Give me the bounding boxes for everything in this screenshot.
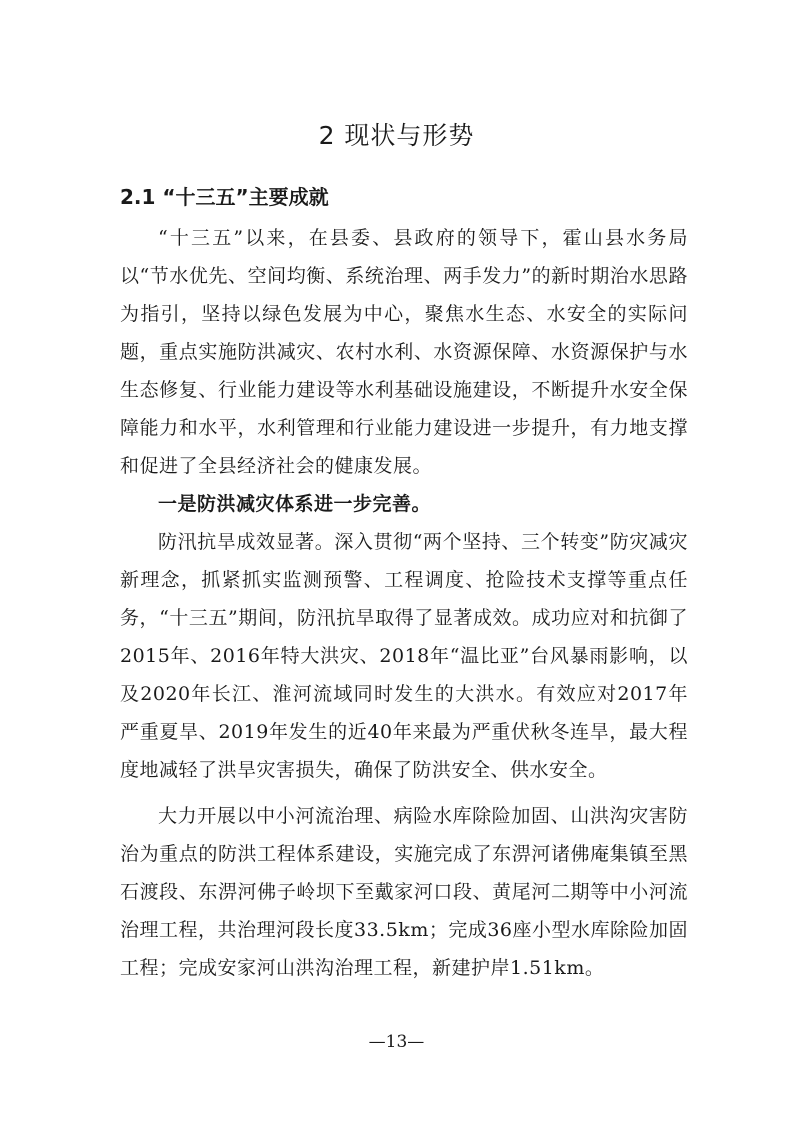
paragraph-intro: “十三五”以来，在县委、县政府的领导下，霍山县水务局以“节水优先、空间均衡、系统治理、两手发力”的新时期治水思路为指引，坚持以绿色发展为中心，聚焦水生态、水安全的实际问题，重点实施防洪减灾、农村水利、水资源保障、水资源保护与水生态修复、行业能力建设等水利基础设施建设，不断提升水安全保障能力和水平，水利管理和行业能力建设进一步提升，有力地支撑和促进了全县经济社会的健康发展。 — [120, 227, 688, 477]
page-number: —13— — [368, 1032, 425, 1052]
paragraph-heading-flood-control: 一是防洪减灾体系进一步完善。 — [158, 493, 432, 515]
paragraph-flood-drought-results: 防汛抗旱成效显著。深入贯彻“两个坚持、三个转变”防灾减灾新理念，抓紧抓实监测预警、工程调度、抢险技术支撑等重点任务，“十三五”期间，防汛抗旱取得了显著成效。成功应对和抗御了2015年、2016年特大洪灾、2018年“温比亚”台风暴雨影响，以及2020年长江、淮河流域同时发生的大洪水。有效应对2017年严重夏旱、2019年发生的近40年来最为严重伏秋冬连旱，最大程度地减轻了洪旱灾害损失，确保了防洪安全、供水安全。 — [120, 531, 688, 781]
body-text — [120, 219, 688, 987]
section-title: 2.1 “十三五”主要成就 — [120, 185, 329, 209]
chapter-title: 2 现状与形势 — [318, 121, 475, 150]
paragraph-flood-engineering: 大力开展以中小河流治理、病险水库除险加固、山洪沟灾害防治为重点的防洪工程体系建设，实施完成了东淠河诸佛庵集镇至黑石渡段、东淠河佛子岭坝下至戴家河口段、黄尾河二期等中小河流治理工程，共治理河段长度33.5km；完成36座小型水库除险加固工程；完成安家河山洪沟治理工程，新建护岸1.51km。 — [120, 805, 689, 979]
